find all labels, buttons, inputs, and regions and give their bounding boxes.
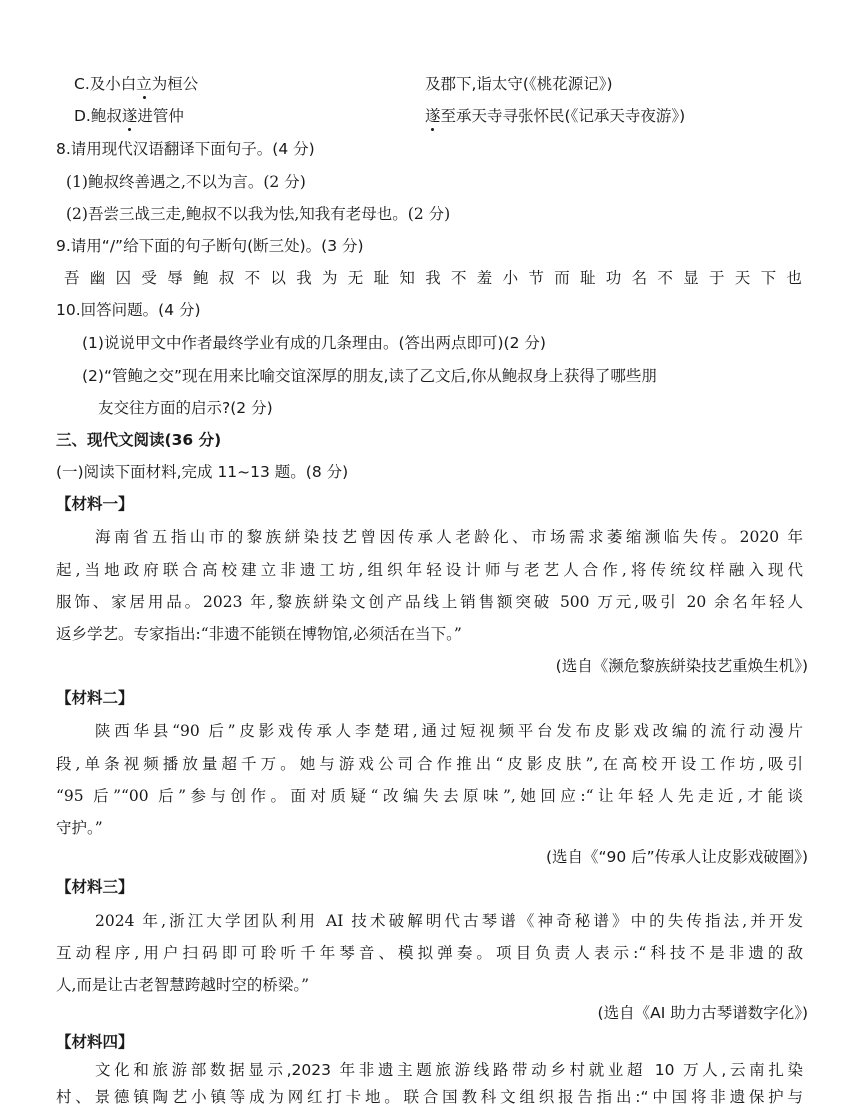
option-d-right-rest: 至承天寺寻张怀民(《记承天寺夜游》) — [440, 107, 686, 125]
material-3-line-2: 互动程序,用户扫码即可聆听千年琴音、模拟弹奏。项目负责人表示:“科技不是非遗的敌 — [56, 944, 803, 962]
question-10-sub-1: (1)说说甲文中作者最终学业有成的几条理由。(答出两点即可)(2 分) — [82, 334, 546, 352]
question-10-sub-2-line-2: 友交往方面的启示?(2 分) — [98, 399, 273, 417]
option-c-right: 及郡下,诣太守(《桃花源记》) — [425, 75, 613, 93]
option-d-dotted-char: 遂 — [121, 107, 138, 125]
material-1-label: 【材料一】 — [56, 495, 134, 513]
question-10-title: 10.回答问题。(4 分) — [56, 301, 201, 319]
option-d-right — [425, 106, 685, 126]
section-3-subtitle: (一)阅读下面材料,完成 11~13 题。(8 分) — [56, 463, 349, 481]
option-c-left-text: C.及小白 — [74, 75, 137, 93]
question-10-sub-2-line-1: (2)“管鲍之交”现在用来比喻交谊深厚的朋友,读了乙文后,你从鲍叔身上获得了哪些朋 — [82, 367, 657, 385]
material-2-line-1: 陕西华县“90 后”皮影戏传承人李楚珺,通过短视频平台发布皮影戏改编的流行动漫片 — [95, 722, 803, 740]
material-3-label: 【材料三】 — [56, 878, 134, 896]
material-1-line-4: 返乡学艺。专家指出:“非遗不能锁在博物馆,必须活在当下。” — [56, 625, 462, 643]
material-4-line-2: 村、景德镇陶艺小镇等成为网红打卡地。联合国教科文组织报告指出:“中国将非遗保护与 — [56, 1088, 803, 1106]
question-8-title: 8.请用现代汉语翻译下面句子。(4 分) — [56, 140, 315, 158]
material-2-label: 【材料二】 — [56, 689, 134, 707]
option-c-dotted-char: 立 — [136, 75, 152, 93]
material-1-source: (选自《濒危黎族絣染技艺重焕生机》) — [555, 657, 808, 675]
material-3-line-1: 2024 年,浙江大学团队利用 AI 技术破解明代古琴谱《神奇秘谱》中的失传指法,并开发 — [95, 912, 803, 930]
option-d-left — [74, 106, 184, 126]
question-8-sentence-2: (2)吾尝三战三走,鲍叔不以我为怯,知我有老母也。(2 分) — [66, 205, 451, 223]
section-3-title-score: (36 分) — [164, 431, 222, 449]
material-4-label: 【材料四】 — [56, 1033, 134, 1051]
option-d-right-dotted-char: 遂 — [425, 107, 441, 125]
question-9-sentence: 吾幽囚受辱鲍叔不以我为无耻知我不羞小节而耻功名不显于天下也 — [64, 269, 813, 287]
material-2-line-3: “95 后”“00 后”参与创作。面对质疑“改编失去原味”,她回应:“让年轻人先走近,才能谈 — [56, 787, 803, 805]
material-3-line-3: 人,而是让古老智慧跨越时空的桥梁。” — [56, 976, 310, 994]
material-1-line-2: 起,当地政府联合高校建立非遗工坊,组织年轻设计师与老艺人合作,将传统纹样融入现代 — [56, 561, 803, 579]
material-1-line-1: 海南省五指山市的黎族絣染技艺曾因传承人老龄化、市场需求萎缩濒临失传。2020 年 — [95, 528, 803, 546]
option-c-left — [74, 74, 198, 94]
option-d-left-rest: 进管仲 — [137, 107, 184, 125]
question-9-title: 9.请用“/”给下面的句子断句(断三处)。(3 分) — [56, 237, 364, 255]
material-2-line-2: 段,单条视频播放量超千万。她与游戏公司合作推出“皮影皮肤”,在高校开设工作坊,吸引 — [56, 755, 803, 773]
material-3-source: (选自《AI 助力古琴谱数字化》) — [597, 1004, 808, 1022]
material-1-line-3: 服饰、家居用品。2023 年,黎族絣染文创产品线上销售额突破 500 万元,吸引 20 余名年轻人 — [56, 593, 803, 611]
material-2-line-4: 守护。” — [56, 819, 103, 837]
section-3-title-text: 三、现代文阅读 — [56, 431, 165, 449]
option-d-left-text: D.鲍叔 — [74, 107, 122, 125]
material-2-source: (选自《“90 后”传承人让皮影戏破圈》) — [545, 848, 808, 866]
question-8-sentence-1: (1)鲍叔终善遇之,不以为言。(2 分) — [66, 173, 306, 191]
section-3-title — [56, 430, 221, 450]
option-c-left-rest: 为桓公 — [151, 75, 199, 93]
material-4-line-1: 文化和旅游部数据显示,2023 年非遗主题旅游线路带动乡村就业超 10 万人,云南扎染 — [95, 1061, 803, 1079]
